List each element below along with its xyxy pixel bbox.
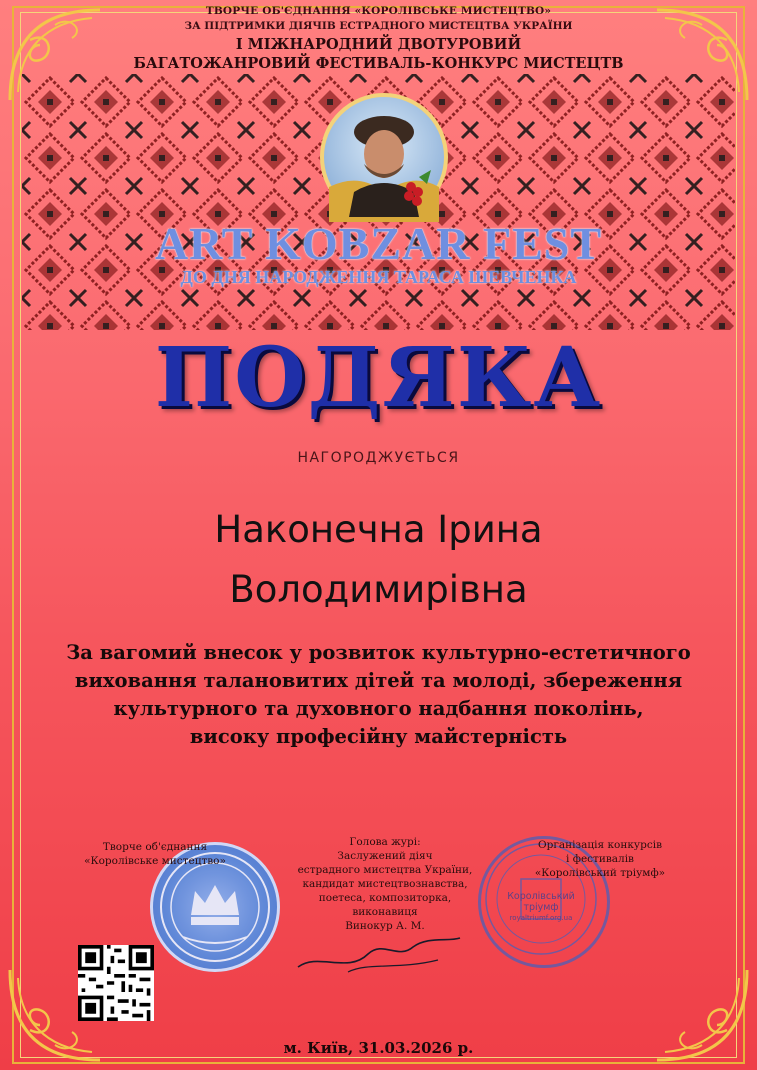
festival-line-2: БАГАТОЖАНРОВИЙ ФЕСТИВАЛЬ-КОНКУРС МИСТЕЦТВ xyxy=(133,55,624,72)
reason-line: культурного та духовного надбання поколінь, xyxy=(113,697,644,720)
signature-text: «Королівське мистецтво» xyxy=(84,855,226,867)
reason-line: За вагомий внесок у розвиток культурно-естетичного xyxy=(66,641,691,664)
right-signature-block xyxy=(510,838,690,880)
signature-text: Голова журі: xyxy=(349,836,421,848)
signature-text: поетеса, композиторка, виконавиця xyxy=(318,892,452,918)
organizer-line-2: ЗА ПІДТРИМКИ ДІЯЧІВ ЕСТРАДНОГО МИСТЕЦТВА УКРАЇНИ xyxy=(184,20,573,32)
handwritten-signature xyxy=(288,912,468,982)
signature-text: Організація конкурсів xyxy=(537,839,662,851)
seal-text: Королівський xyxy=(507,891,575,902)
seal-url: royaltriumf.org.ua xyxy=(509,914,573,922)
qr-code-icon xyxy=(78,945,154,1021)
poet-portrait-icon xyxy=(319,92,449,222)
festival-line-1: І МІЖНАРОДНИЙ ДВОТУРОВИЙ xyxy=(235,36,522,53)
signature-text: естрадного мистецтва України, xyxy=(297,864,473,876)
organizer-line-1: ТВОРЧЕ ОБ'ЄДНАННЯ «КОРОЛІВСЬКЕ МИСТЕЦТВО» xyxy=(205,5,552,17)
reason-line: виховання талановитих дітей та молоді, збереження xyxy=(74,669,683,692)
festival-logo-subtitle: ДО ДНЯ НАРОДЖЕННЯ ТАРАСА ШЕВЧЕНКА xyxy=(180,267,577,287)
reason-line: високу професійну майстерність xyxy=(189,725,568,748)
festival-logo-title: ART KOBZAR FEST xyxy=(154,218,603,269)
seal-text: тріумф xyxy=(523,902,559,913)
recipient-name-line-1: Наконечна Ірина xyxy=(214,508,543,551)
signature-text: Творче об'єднання xyxy=(102,841,208,853)
left-signature-block xyxy=(70,840,240,868)
signature-text: і фестивалів xyxy=(566,853,634,865)
signature-text: Винокур А. М. xyxy=(345,920,425,932)
signature-text: Заслужений діяч xyxy=(337,850,433,862)
recipient-name-line-2: Володимирівна xyxy=(229,568,528,611)
signature-text: кандидат мистецтвознавства, xyxy=(302,878,468,890)
place-and-date: м. Київ, 31.03.2026 р. xyxy=(283,1039,474,1057)
awarded-label: НАГОРОДЖУЄТЬСЯ xyxy=(297,450,460,466)
signature-text: «Королівський тріумф» xyxy=(534,867,666,879)
certificate-heading: ПОДЯКА xyxy=(154,330,603,426)
